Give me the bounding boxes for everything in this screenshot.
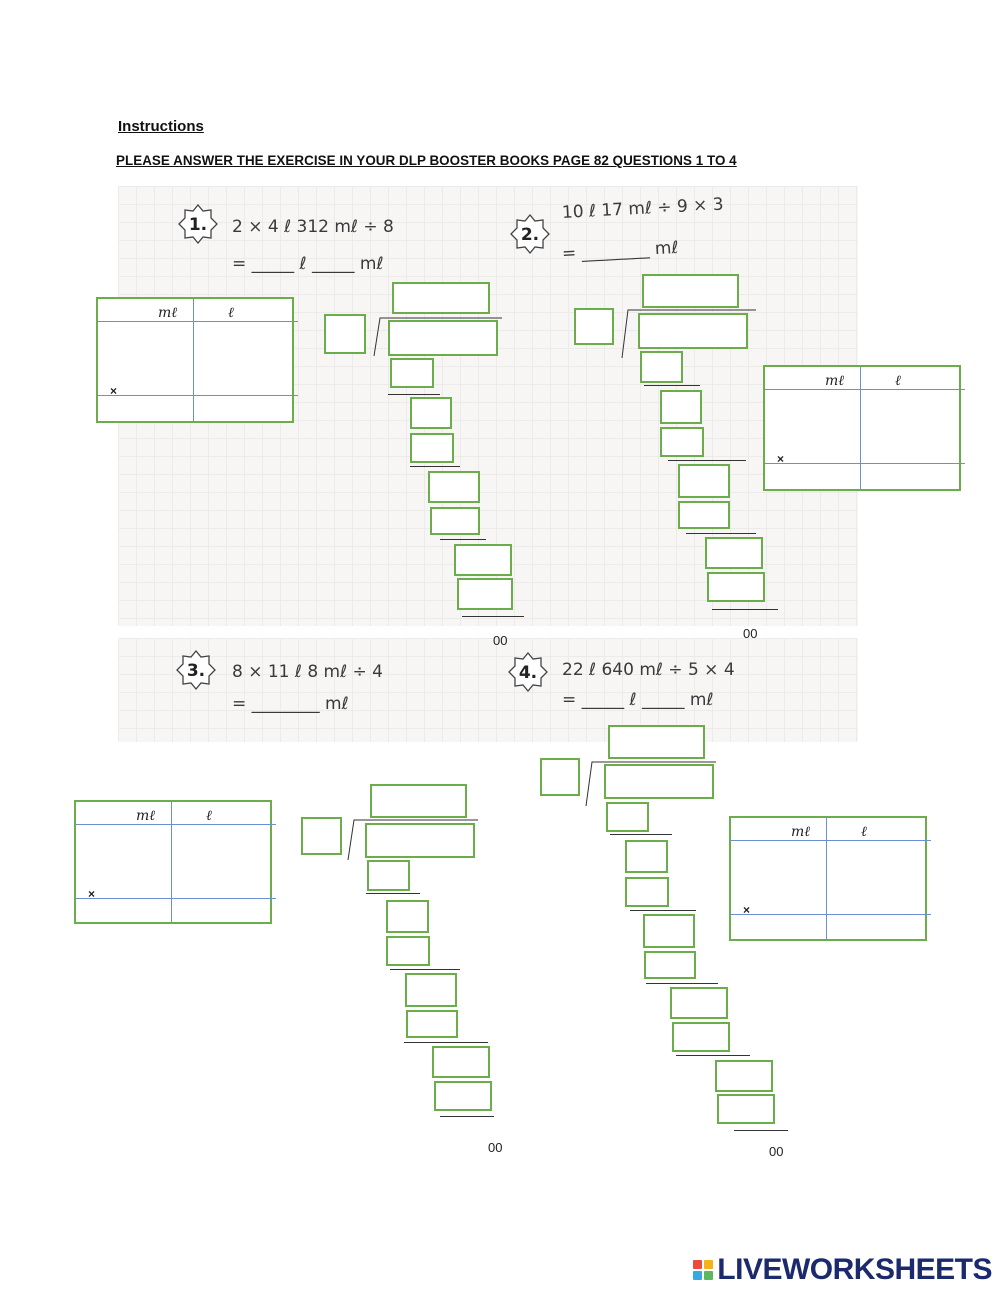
table-q1-divider <box>193 299 194 421</box>
question-3-expression: 8 × 11 ℓ 8 mℓ ÷ 4 <box>232 662 383 682</box>
q4-step5-line <box>646 983 718 984</box>
q1-step3-line <box>410 466 460 467</box>
q3-step2-box[interactable] <box>386 900 429 933</box>
table-q1-times-icon: × <box>110 384 118 398</box>
liveworksheets-brand-text: LIVEWORKSHEETS <box>717 1253 992 1286</box>
q2-step1-line <box>644 385 700 386</box>
q4-remainder: 00 <box>769 1144 784 1159</box>
q1-step6-box[interactable] <box>454 544 512 576</box>
q2-divisor-box[interactable] <box>574 308 614 345</box>
q4-step3-line <box>630 910 696 911</box>
table-q3-divider <box>171 802 172 922</box>
table-q2-header-line <box>765 389 965 390</box>
table-q1-l-header: ℓ <box>228 305 234 321</box>
q1-step7-line <box>462 616 524 617</box>
q3-step3-line <box>390 969 460 970</box>
table-q2-times-icon: × <box>777 452 785 466</box>
q4-step6-box[interactable] <box>670 987 728 1019</box>
question-1-number: 1. <box>188 215 208 235</box>
q2-step4-box[interactable] <box>678 464 730 498</box>
instructions-text: PLEASE ANSWER THE EXERCISE IN YOUR DLP BOOSTER BOOKS PAGE 82 QUESTIONS 1 TO 4 <box>116 153 737 168</box>
question-4-number: 4. <box>518 663 538 683</box>
q2-step7-box[interactable] <box>707 572 765 602</box>
question-2-number: 2. <box>520 225 540 245</box>
q1-step1-line <box>388 394 440 395</box>
q1-step2-box[interactable] <box>410 397 452 429</box>
question-4-badge-icon <box>508 652 548 692</box>
question-3-number: 3. <box>186 661 206 681</box>
question-4-answer-line: = _____ ℓ _____ mℓ <box>562 690 714 710</box>
q1-quotient-box[interactable] <box>392 282 490 314</box>
table-q3-ml-header: mℓ <box>136 808 156 824</box>
q2-step1-box[interactable] <box>640 351 683 383</box>
table-q1-header-line <box>98 321 298 322</box>
q1-remainder: 00 <box>493 633 508 648</box>
liveworksheets-logo-icon <box>693 1260 713 1280</box>
question-1-badge-icon <box>178 204 218 244</box>
q1-dividend-box[interactable] <box>388 320 498 356</box>
q2-step2-box[interactable] <box>660 390 702 424</box>
table-q4 <box>729 816 927 941</box>
q1-step3-box[interactable] <box>410 433 454 463</box>
instructions-heading: Instructions <box>118 118 204 135</box>
q2-remainder: 00 <box>743 626 758 641</box>
q4-quotient-box[interactable] <box>608 725 705 759</box>
q2-step5-box[interactable] <box>678 501 730 529</box>
q4-step8-box[interactable] <box>715 1060 773 1092</box>
q3-step7-line <box>440 1116 494 1117</box>
table-q3-times-icon: × <box>88 887 96 901</box>
q4-divisor-box[interactable] <box>540 758 580 796</box>
table-q2 <box>763 365 961 491</box>
question-2-answer-line: = ________ mℓ <box>561 237 680 264</box>
q1-step5-line <box>440 539 486 540</box>
question-2-badge-icon <box>510 214 550 254</box>
q3-step5-line <box>404 1042 488 1043</box>
q2-dividend-box[interactable] <box>638 313 748 349</box>
q4-step7-box[interactable] <box>672 1022 730 1052</box>
q4-step9-box[interactable] <box>717 1094 775 1124</box>
table-q3-l-header: ℓ <box>206 808 212 824</box>
q4-step4-box[interactable] <box>643 914 695 948</box>
table-q4-l-header: ℓ <box>861 824 867 840</box>
table-q4-result-line <box>731 914 931 915</box>
q4-step1-box[interactable] <box>606 802 649 832</box>
q4-step1-line <box>610 834 672 835</box>
q2-step5-line <box>686 533 756 534</box>
q3-step6-box[interactable] <box>432 1046 490 1078</box>
table-q4-divider <box>826 818 827 939</box>
table-q1-result-line <box>98 395 298 396</box>
table-q3-result-line <box>76 898 276 899</box>
q1-step4-box[interactable] <box>428 471 480 503</box>
table-q1 <box>96 297 294 423</box>
q3-dividend-box[interactable] <box>365 823 475 858</box>
question-1-answer-line: = _____ ℓ _____ mℓ <box>232 254 384 274</box>
table-q1-ml-header: mℓ <box>158 305 178 321</box>
q3-step4-box[interactable] <box>405 973 457 1007</box>
q4-dividend-box[interactable] <box>604 764 714 799</box>
table-q2-ml-header: mℓ <box>825 373 845 389</box>
table-q4-ml-header: mℓ <box>791 824 811 840</box>
q4-step7-line <box>676 1055 750 1056</box>
q3-step7-box[interactable] <box>434 1081 492 1111</box>
q3-divisor-box[interactable] <box>301 817 342 855</box>
q4-step2-box[interactable] <box>625 840 668 873</box>
table-q3-header-line <box>76 824 276 825</box>
q3-step1-box[interactable] <box>367 860 410 891</box>
table-q4-header-line <box>731 840 931 841</box>
q2-step6-box[interactable] <box>705 537 763 569</box>
table-q2-divider <box>860 367 861 489</box>
question-2-expression: 10 ℓ 17 mℓ ÷ 9 × 3 <box>561 194 725 223</box>
q4-step5-box[interactable] <box>644 951 696 979</box>
q3-remainder: 00 <box>488 1140 503 1155</box>
liveworksheets-logo <box>693 1253 992 1287</box>
question-3-badge-icon <box>176 650 216 690</box>
table-q2-l-header: ℓ <box>895 373 901 389</box>
q3-quotient-box[interactable] <box>370 784 467 818</box>
q2-step7-line <box>712 609 778 610</box>
q2-step3-box[interactable] <box>660 427 704 457</box>
q1-step1-box[interactable] <box>390 358 434 388</box>
q4-step3-box[interactable] <box>625 877 669 907</box>
q2-quotient-box[interactable] <box>642 274 739 308</box>
q3-step1-line <box>366 893 420 894</box>
q3-step3-box[interactable] <box>386 936 430 966</box>
table-q3 <box>74 800 272 924</box>
q1-step7-box[interactable] <box>457 578 513 610</box>
q3-step5-box[interactable] <box>406 1010 458 1038</box>
question-3-answer-line: = ________ mℓ <box>232 694 349 714</box>
table-q2-result-line <box>765 463 965 464</box>
q4-step9-line <box>734 1130 788 1131</box>
table-q4-times-icon: × <box>743 903 751 917</box>
scan-bottom <box>118 638 858 742</box>
question-1-expression: 2 × 4 ℓ 312 mℓ ÷ 8 <box>232 217 394 237</box>
q1-divisor-box[interactable] <box>324 314 366 354</box>
question-4-expression: 22 ℓ 640 mℓ ÷ 5 × 4 <box>562 660 735 680</box>
q2-step3-line <box>668 460 746 461</box>
q1-step5-box[interactable] <box>430 507 480 535</box>
